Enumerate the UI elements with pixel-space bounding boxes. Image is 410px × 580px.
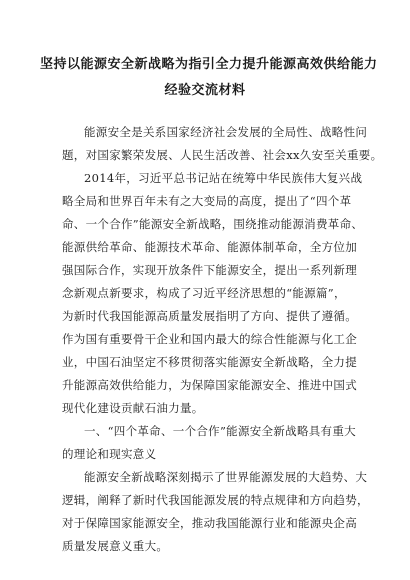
section-heading-line-1: 一、“四个革命、一个合作”能源安全新战略具有重大 bbox=[84, 424, 356, 438]
paragraph-2-line-4: 能源供给革命、能源技术革命、能源体制革命，全方位加 bbox=[62, 240, 357, 254]
document-title-line-2: 经验交流材料 bbox=[164, 83, 246, 98]
paragraph-2-line-9: 业，中国石油坚定不移贯彻落实能源安全新战略，全力提 bbox=[62, 355, 357, 369]
paragraph-2-line-8: 作为国有重要骨干企业和国内最大的综合性能源与化工企 bbox=[62, 332, 357, 346]
paragraph-1-line-2: 题，对国家繁荣发展、人民生活改善、社会xx久安至关重要。 bbox=[62, 148, 383, 162]
paragraph-3-line-4: 质量发展意义重大。 bbox=[62, 539, 169, 553]
paragraph-2-line-3: 命、一个合作”能源安全新战略，围绕推动能源消费革命、 bbox=[62, 217, 364, 231]
paragraph-2-line-10: 升能源高效供给能力，为保障国家能源安全、推进中国式 bbox=[62, 378, 357, 392]
paragraph-2-line-7: 为新时代我国能源高质量发展指明了方向、提供了遵循。 bbox=[62, 309, 357, 323]
paragraph-2-line-11: 现代化建设贡献石油力量。 bbox=[62, 401, 204, 415]
document-title-line-1: 坚持以能源安全新战略为指引全力提升能源高效供给能力 bbox=[40, 57, 378, 72]
section-heading-line-2: 的理论和现实意义 bbox=[62, 447, 157, 461]
paragraph-2-line-5: 强国际合作，实现开放条件下能源安全，提出一系列新理 bbox=[62, 263, 357, 277]
paragraph-2-line-2: 略全局和世界百年未有之大变局的高度，提出了“四个革 bbox=[62, 194, 352, 208]
paragraph-3-line-3: 对于保障国家能源安全，推动我国能源行业和能源央企高 bbox=[62, 516, 357, 530]
paragraph-2-line-1: 2014年，习近平总书记站在统筹中华民族伟大复兴战 bbox=[84, 171, 363, 185]
paragraph-3-line-1: 能源安全新战略深刻揭示了世界能源发展的大趋势、大 bbox=[84, 470, 368, 484]
paragraph-2-line-6: 念新观点新要求，构成了习近平经济思想的“能源篇”， bbox=[62, 286, 346, 300]
paragraph-3-line-2: 逻辑，阐释了新时代我国能源发展的特点规律和方向趋势， bbox=[62, 493, 369, 507]
paragraph-1-line-1: 能源安全是关系国家经济社会发展的全局性、战略性问 bbox=[84, 125, 368, 139]
